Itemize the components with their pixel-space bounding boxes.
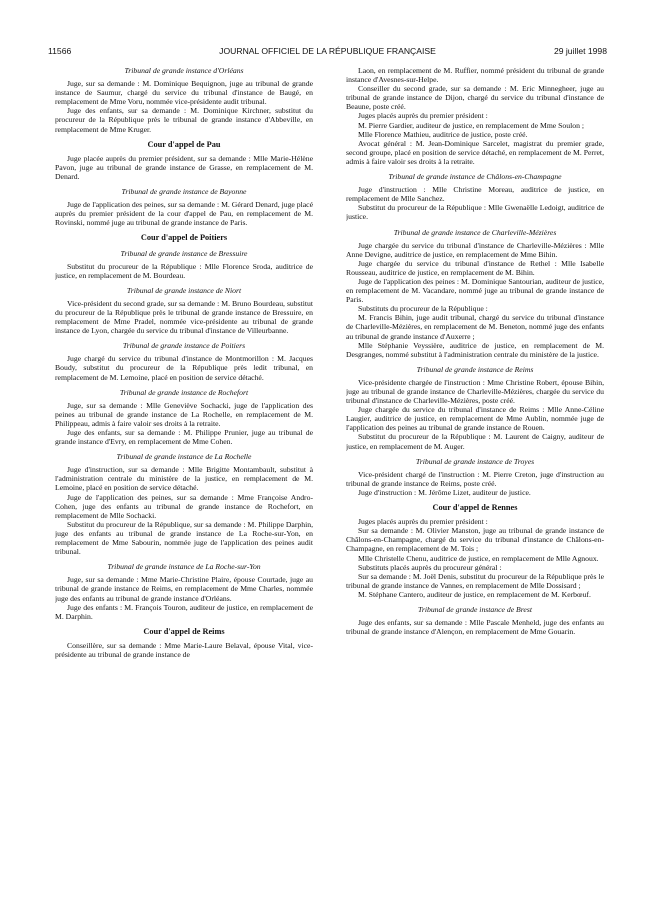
decree-section [55, 388, 313, 447]
appointment-paragraph: Juge placée auprès du premier président, sur sa demande : Mlle Marie-Hélène Pavon, juge au tribunal de grande instance de Grasse, en remplacement de M. Denard. [55, 153, 313, 181]
appointment-paragraph: Substitut du procureur de la République, sur sa demande : M. Philippe Darphin, juge des enfants au tribunal de grande instance de La Roche-sur-Yon, en remplacement de Mme Sabourin, nommée juge de l'application des peines audit tribunal. [55, 519, 313, 557]
appointment-paragraph: Vice-président du second grade, sur sa demande : M. Bruno Bourdeau, substitut du procureur de la République près le tribunal de grande instance de Bressuire, en remplacement de Mme Pradel, nommée vice-présidente au tribunal de grande instance de Lyon, chargée du service du tribunal d'instance de Villeurbanne. [55, 298, 313, 336]
appointment-paragraph: Juges placés auprès du premier président : [358, 111, 488, 121]
decree-section [55, 286, 313, 335]
court-heading: Cour d'appel de Poitiers [140, 233, 228, 243]
decree-section [346, 605, 604, 636]
appointment-paragraph: Juge chargée du service du tribunal d'instance de Charleville-Mézières : Mlle Anne Devigne, auditrice de justice, en remplacement de Mme Bihin. [346, 240, 604, 259]
decree-section [55, 140, 313, 181]
appointment-paragraph: Sur sa demande : M. Joël Denis, substitut du procureur de la République près le tribunal de grande instance de Vannes, en remplacement de Mlle Dossisard ; [346, 571, 604, 590]
appointment-paragraph: Juge, sur sa demande : Mme Marie-Christine Plaire, épouse Courtade, juge au tribunal de grande instance de Reims, en remplacement de Mme Charles, nommée juge des enfants au tribunal de grande instance d'Orléans. [55, 575, 313, 603]
decree-section [346, 66, 604, 166]
appointment-paragraph: Conseillère, sur sa demande : Mme Marie-Laure Belaval, épouse Vital, vice-présidente au tribunal de grande instance de [55, 640, 313, 659]
tribunal-heading: Tribunal de grande instance de Charleville-Mézières [393, 227, 557, 237]
tribunal-heading: Tribunal de grande instance de Rochefort [119, 387, 249, 397]
appointment-paragraph: Substitut du procureur de la République : Mlle Gwenaëlle Ledoigt, auditrice de justice. [346, 203, 604, 222]
decree-section [55, 233, 313, 242]
tribunal-heading: Tribunal de grande instance de Bayonne [121, 187, 247, 197]
appointment-paragraph: Juge chargée du service du tribunal d'instance de Reims : Mlle Anne-Céline Laugier, auditrice de justice, en remplacement de Mme Aublin, nommée juge de l'application des peines au tribunal de grande instance de Rouen. [346, 405, 604, 433]
appointment-paragraph: Juge d'instruction : Mlle Christine Moreau, auditrice de justice, en remplacement de Mlle Sanchez. [346, 185, 604, 204]
tribunal-heading: Tribunal de grande instance de Brest [418, 604, 532, 614]
appointment-paragraph: Juge des enfants, sur sa demande : Mlle Pascale Menheld, juge des enfants au tribunal de grande instance d'Alençon, en remplacement de Mme Gouarin. [346, 618, 604, 637]
appointment-paragraph: Juge, sur sa demande : Mlle Geneviève Sochacki, juge de l'application des peines au tribunal de grande instance de La Rochelle, en remplacement de M. Philippeau, admis à faire valoir ses droits à la retraite. [55, 400, 313, 428]
appointment-paragraph: Juge des enfants, sur sa demande : M. Philippe Prunier, juge au tribunal de grande instance d'Evry, en remplacement de Mme Cohen. [55, 428, 313, 447]
decree-section [55, 187, 313, 227]
appointment-paragraph: M. Stéphane Cantero, auditeur de justice, en remplacement de M. Kerbœuf. [358, 589, 591, 599]
appointment-paragraph: Mlle Christelle Chenu, auditrice de justice, en remplacement de Mlle Agnoux. [358, 553, 599, 563]
appointment-paragraph: Juge d'instruction : M. Jérôme Lizet, auditeur de justice. [358, 487, 531, 497]
right-column [346, 66, 604, 892]
decree-section [346, 457, 604, 497]
decree-section [55, 249, 313, 280]
appointment-paragraph: Juge de l'application des peines, sur sa demande : M. Gérard Denard, juge placé auprès du premier président de la cour d'appel de Pau, en remplacement de M. Rovinski, nommé juge au tribunal de grande instance de Paris. [55, 200, 313, 228]
page-header [48, 46, 607, 60]
decree-section [55, 452, 313, 556]
tribunal-heading: Tribunal de grande instance de Troyes [415, 456, 535, 466]
appointment-paragraph: Laon, en remplacement de M. Ruffier, nommé président du tribunal de grande instance d'Avesnes-sur-Helpe. [346, 66, 604, 85]
appointment-paragraph: Juge de l'application des peines, sur sa demande : Mme Françoise Andro-Cohen, juge des enfants au tribunal de grande instance de Rochefort, en remplacement de Mlle Sochacki. [55, 492, 313, 520]
decree-section [346, 503, 604, 599]
appointment-paragraph: Vice-présidente chargée de l'instruction : Mme Christine Robert, épouse Bihin, juge au tribunal de grande instance de Charleville-Mézières, chargée du service du tribunal d'instance de Charleville-Mézières, poste créé. [346, 377, 604, 406]
decree-section [55, 562, 313, 621]
tribunal-heading: Tribunal de grande instance de La Roche-sur-Yon [107, 562, 261, 572]
appointment-paragraph: Conseiller du second grade, sur sa demande : M. Eric Minnegheer, juge au tribunal de grande instance de Dijon, chargé du service du tribunal d'instance de Beaune, poste créé. [346, 84, 604, 112]
tribunal-heading: Tribunal de grande instance de Reims [416, 364, 534, 374]
appointment-paragraph: M. Pierre Gardier, auditeur de justice, en remplacement de Mme Soulon ; [358, 120, 584, 130]
decree-section [55, 341, 313, 381]
publication-date: 29 juillet 1998 [553, 46, 607, 56]
appointment-paragraph: Substitut du procureur de la République : M. Laurent de Caigny, auditeur de justice, en remplacement de M. Auger. [346, 432, 604, 451]
decree-section [346, 172, 604, 221]
tribunal-heading: Tribunal de grande instance d'Orléans [124, 66, 244, 75]
appointment-paragraph: Avocat général : M. Jean-Dominique Sarcelet, magistrat du premier grade, second groupe, placé en position de service détaché, en remplacement de M. Perret, admis à faire valoir ses droits à la retraite. [346, 138, 604, 166]
appointment-paragraph: Mlle Stéphanie Veyssière, auditrice de justice, en remplacement de M. Desgranges, nommé substitut à l'administration centrale du ministère de la justice. [346, 340, 604, 359]
appointment-paragraph: Sur sa demande : M. Olivier Manston, juge au tribunal de grande instance de Châlons-en-Champagne, chargé du service du tribunal d'instance de Châlons-en-Champagne, en remplacement de M. Tois ; [346, 526, 604, 554]
appointment-paragraph: Substituts placés auprès du procureur général : [358, 562, 502, 572]
court-heading: Cour d'appel de Pau [147, 139, 221, 149]
tribunal-heading: Tribunal de grande instance de Niort [126, 285, 242, 295]
appointment-paragraph: Juge des enfants, sur sa demande : M. Dominique Kirchner, substitut du procureur de la République près le tribunal de grande instance d'Abbeville, en remplacement de Mme Kruger. [55, 106, 313, 134]
appointment-paragraph: Juge d'instruction, sur sa demande : Mlle Brigitte Montambault, substitut à l'administration centrale du ministère de la justice, en remplacement de M. Lemoine, placé en position de service détaché. [55, 465, 313, 493]
appointment-paragraph: Juge chargé du service du tribunal d'instance de Montmorillon : M. Jacques Boudy, substitut du procureur de la République près ledit tribunal, en remplacement de M. Lemoine, placé en position de service détaché. [55, 354, 313, 382]
appointment-paragraph: Juge, sur sa demande : M. Dominique Bequignon, juge au tribunal de grande instance de Saumur, chargé du service du tribunal d'instance de Baugé, en remplacement de Mme Voru, nommée vice-présidente audit tribunal. [55, 79, 313, 107]
appointment-paragraph: Juge de l'application des peines : M. Dominique Santourian, auditeur de justice, en remplacement de M. Vacandare, nommé juge au tribunal de grande instance de Paris. [346, 276, 604, 305]
decree-section [55, 66, 313, 134]
court-heading: Cour d'appel de Rennes [432, 503, 518, 513]
page-number: 11566 [48, 46, 72, 56]
appointment-paragraph: M. Francis Bihin, juge audit tribunal, chargé du service du tribunal d'instance de Charleville-Mézières, en remplacement de M. Beneton, nommé juge des enfants au tribunal de grande instance d'Auxerre ; [346, 313, 604, 341]
appointment-paragraph: Mlle Florence Mathieu, auditrice de justice, poste créé. [358, 129, 528, 139]
appointment-paragraph: Juge des enfants : M. François Touron, auditeur de justice, en remplacement de M. Darphin. [55, 602, 313, 621]
tribunal-heading: Tribunal de grande instance de Poitiers [122, 341, 246, 351]
decree-section [346, 365, 604, 451]
appointment-paragraph: Juge chargée du service du tribunal d'instance de Rethel : Mlle Isabelle Rousseau, auditrice de justice, en remplacement de M. Bihin. [346, 258, 604, 277]
court-heading: Cour d'appel de Reims [143, 626, 225, 636]
journal-title: JOURNAL OFFICIEL DE LA RÉPUBLIQUE FRANÇAISE [219, 46, 436, 56]
left-column [55, 66, 313, 892]
appointment-paragraph: Vice-président chargé de l'instruction : M. Pierre Creton, juge d'instruction au tribunal de grande instance de Reims, poste créé. [346, 469, 604, 488]
appointment-paragraph: Substitut du procureur de la République : Mlle Florence Sroda, auditrice de justice, en remplacement de M. Bourdeau. [55, 261, 313, 280]
decree-section [55, 627, 313, 659]
tribunal-heading: Tribunal de grande instance de Châlons-en-Champagne [388, 172, 562, 182]
appointment-paragraph: Substituts du procureur de la République : [358, 304, 488, 314]
decree-section [346, 228, 604, 359]
tribunal-heading: Tribunal de grande instance de Bressuire [120, 248, 248, 258]
tribunal-heading: Tribunal de grande instance de La Rochelle [116, 452, 252, 462]
appointment-paragraph: Juges placés auprès du premier président : [358, 517, 488, 527]
